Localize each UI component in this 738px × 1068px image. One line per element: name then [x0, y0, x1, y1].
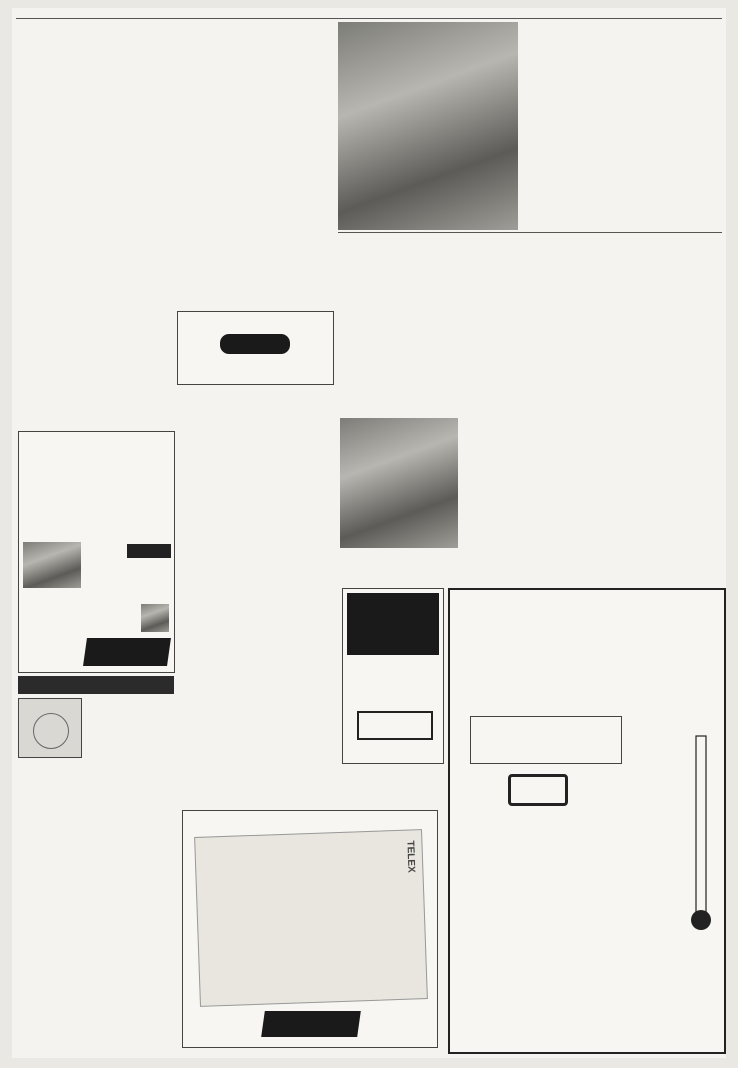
ad-baby-label [338, 580, 442, 587]
ad-babykamer [342, 588, 444, 764]
weer-forecast [18, 760, 80, 1020]
ad-octaaf-sub [21, 458, 171, 478]
gezinsbeurs-name [480, 806, 590, 820]
ad-mefi-label [448, 580, 722, 587]
ad-mefi-title [450, 598, 724, 630]
weer-map-label [21, 701, 77, 708]
ad-octaaf-bottom2 [23, 614, 107, 630]
weer-title [18, 676, 174, 694]
rijn-headline [618, 28, 722, 98]
ad-mefi-nog [477, 749, 615, 761]
ad-mefi-wanneer [620, 961, 720, 979]
weer-table-wrap [84, 698, 174, 1056]
ad-mefi-kosten-box [470, 716, 622, 764]
weer-map [18, 698, 82, 758]
ambtenaren-body [522, 126, 614, 206]
advies-body [180, 426, 334, 516]
ad-bericht-logo [261, 1011, 361, 1037]
ad-mefi-giften [464, 890, 614, 899]
ambtenaren-sub [522, 208, 614, 218]
advies-kicker [180, 388, 334, 398]
photo-kok [340, 418, 458, 548]
ad-mefi-stand1 [464, 846, 614, 856]
main-sub-nevenfuncties [180, 199, 334, 209]
organ-image [23, 542, 81, 588]
ad-voorhaar-logo [220, 334, 290, 354]
ad-octaaf-headline [21, 436, 171, 458]
pvda-headline [338, 254, 722, 284]
ad-octaaf-label [20, 422, 170, 429]
ad-octaaf-logo [83, 638, 171, 666]
ad-bericht-title [189, 815, 429, 827]
ad-mefi-stand2 [464, 856, 614, 866]
thermometer-tube [696, 736, 706, 912]
hejn-headline [180, 518, 334, 562]
ad-voorhaar-addr2 [178, 365, 333, 372]
photo-kok-caption [412, 550, 460, 564]
thermometer-chart [626, 730, 722, 936]
main-body-2b [180, 211, 334, 303]
main-body-1 [20, 193, 172, 261]
ad-octaaf-col1 [23, 482, 93, 540]
rijn-body [618, 160, 722, 230]
ad-octaaf-col2 [99, 482, 171, 540]
ad-mefi-kosten [477, 729, 615, 749]
photo-boys-ship [338, 22, 518, 230]
ad-baby-logo [357, 711, 433, 740]
hejn-body [180, 564, 334, 600]
weer-tides [18, 1029, 80, 1049]
main-headline [18, 42, 334, 126]
pressure-isobar-icon [33, 713, 69, 749]
ad-baby-addr [347, 741, 439, 757]
ad-voorhaar [177, 311, 334, 385]
ad-mefi-sub [460, 634, 714, 678]
newspaper-page [12, 8, 726, 1058]
ad-bericht [182, 810, 438, 1048]
gezinsbeurs-wegwijs [500, 820, 590, 836]
ad-mefi [448, 588, 726, 1054]
header-left [18, 9, 178, 17]
gezinsbeurs-de [480, 794, 590, 806]
main-sub-paspoorten [20, 264, 172, 274]
ad-mefi-dank [620, 980, 720, 990]
main-kicker [18, 22, 334, 41]
portrait-image [141, 604, 169, 632]
pvda-body-5 [590, 290, 720, 402]
pvda-sub-verzuchting [464, 448, 584, 458]
main-lead [20, 139, 172, 191]
ad-voorhaar-tel [178, 372, 333, 379]
telex-text [206, 845, 401, 992]
ad-voorhaar-label [172, 303, 332, 310]
pvda-body-4 [464, 460, 584, 560]
ad-mefi-year [464, 686, 710, 712]
weer-tides2 [18, 1049, 80, 1056]
telex-side: TELEX [404, 840, 417, 873]
pvda-lead [340, 290, 458, 348]
hejn-body-cont [180, 602, 334, 802]
main-byline [20, 130, 170, 137]
photo-caption [522, 22, 614, 120]
ad-baby-headline [347, 593, 439, 655]
pvda-kicker [338, 236, 722, 253]
telex-paper [194, 829, 428, 1007]
pvda-sub-slecht [590, 405, 720, 415]
ad-baby-body [347, 659, 439, 707]
ad-voorhaar-addr1 [178, 358, 333, 365]
advies-headline [180, 399, 334, 423]
pvda-body-2 [340, 350, 458, 414]
weer-tides-label [18, 1022, 80, 1029]
ad-octaaf-tel [23, 646, 83, 653]
ad-voorhaar-line2 [178, 323, 333, 333]
ad-mefi-reeds [620, 950, 720, 960]
header-date [572, 9, 722, 17]
ad-octaaf-addr [23, 632, 83, 644]
header-rule [16, 18, 722, 19]
main-body-1b [20, 276, 172, 304]
ad-octaaf-stand [127, 544, 171, 558]
gezinsbeurs-logo [480, 774, 590, 838]
ad-bericht-label [180, 802, 434, 809]
thermometer-bulb [691, 910, 711, 930]
pvda-rule [338, 232, 722, 233]
pvda-body-3 [464, 290, 584, 444]
ad-mefi-small [464, 926, 614, 996]
ad-octaaf-bottom1 [23, 592, 103, 614]
rijn-lead [618, 102, 722, 156]
main-body-2 [180, 130, 334, 196]
pvda-body-6 [590, 417, 720, 557]
ad-mefi-stand3 [464, 866, 614, 876]
ad-mefi-postgiro [464, 900, 624, 922]
section-title [312, 8, 422, 18]
ad-octaaf [18, 431, 175, 673]
